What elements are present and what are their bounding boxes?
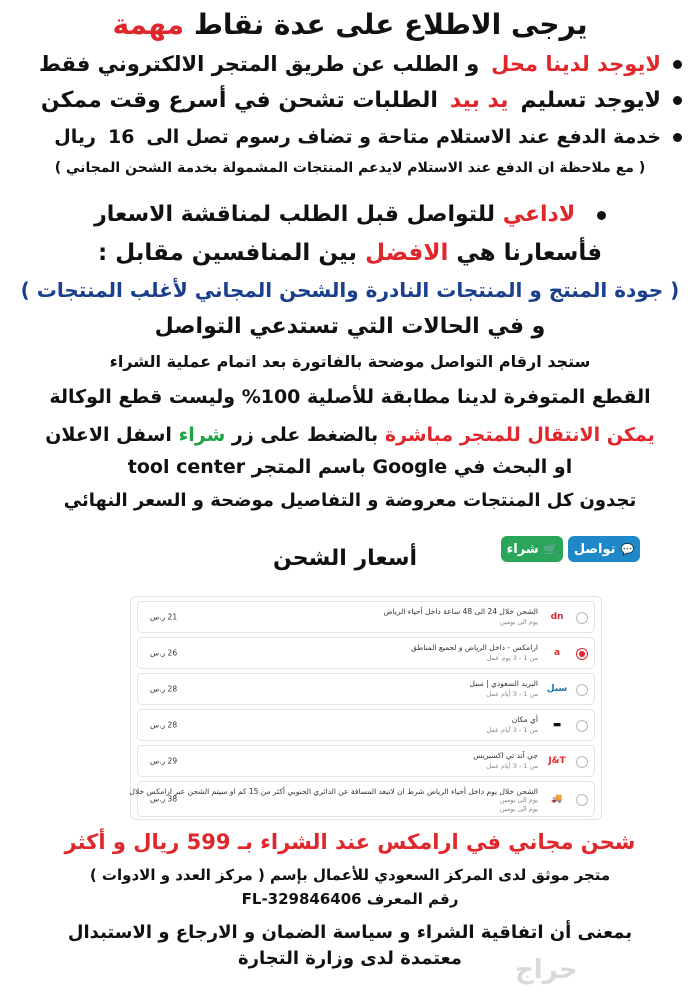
shipping-name: جي آند تي اكسبريس [473, 751, 538, 760]
carrier-logo-icon: ▬ [552, 720, 562, 730]
id-line [10, 890, 690, 908]
carrier-logo-icon: J&T [548, 756, 566, 766]
shipping-option[interactable] [137, 745, 595, 777]
cod-fee: 16 [107, 126, 135, 148]
bullet-cod [10, 126, 682, 148]
cart-icon: 🛒 [543, 542, 558, 556]
trust-line: متجر موثق لدى المركز السعودي للأعمال بإسم ( مركز العدد و الادوات ) [89, 866, 611, 884]
shipping-duration: من 1 - 3 أيام عمل [486, 762, 538, 770]
shipping-price: 26 ر.س [150, 648, 178, 658]
chat-icon: 💬 [620, 542, 635, 556]
contact-cases-line: و في الحالات التي تستدعي التواصل [154, 314, 546, 339]
free-pre: شحن مجاني في ارامكس عند الشراء بـ [237, 830, 636, 854]
negotiation-line [10, 202, 690, 228]
intro-text: يرجى الاطلاع على عدة نقاط [193, 8, 588, 41]
shipping-options-list [130, 596, 602, 820]
bullet-dot [673, 96, 682, 105]
buy-label: شراء [506, 541, 539, 557]
parts-pre: القطع المتوفرة لدينا مطابقة للأصلية [307, 386, 651, 408]
policy-line-2: معتمدة لدى وزارة التجارة [238, 948, 462, 969]
shipping-price: 28 ر.س [150, 684, 178, 694]
shipping-name: البريد السعودي | سبل [469, 679, 538, 688]
contact-label: تواصل [573, 541, 616, 557]
shipping-name: ارامكس - داخل الرياض و لجميع المناطق [410, 643, 538, 652]
shipping-price: 21 ر.س [150, 612, 178, 622]
direct-mid: بالضغط على زر [231, 424, 379, 446]
shipping-name-cont: يوم الى يومين [499, 796, 538, 804]
free-shipping-line [10, 830, 690, 855]
free-post: ريال و أكثر [64, 830, 180, 854]
bullet-text: الطلبات تشحن في أسرع وقت ممكن [40, 88, 438, 113]
free-threshold: 599 [186, 830, 231, 854]
best-price-red: الافضل [365, 240, 449, 266]
bullet-dot [597, 211, 606, 220]
bullet-no-store [10, 52, 682, 76]
best-price-line [10, 240, 690, 268]
invoice-line: ستجد ارقام التواصل موضحة بالفاتورة بعد اتمام عملية الشراء [109, 352, 591, 371]
shipping-option[interactable] [137, 637, 595, 669]
store-name: tool center [127, 456, 246, 478]
bullet-text: و الطلب عن طريق المتجر الالكتروني فقط [38, 52, 480, 76]
negotiation-text: للتواصل قبل الطلب لمناقشة الاسعار [94, 202, 496, 227]
negotiation-red: لاداعي [502, 202, 576, 227]
policy-line-1: بمعنى أن اتفاقية الشراء و سياسة الضمان و الارجاع و الاستبدال [67, 922, 633, 943]
id-value: FL-329846406 [241, 890, 362, 908]
shipping-radio[interactable] [576, 612, 588, 624]
shipping-option[interactable] [129, 781, 595, 817]
carrier-logo-icon: dn [550, 612, 564, 622]
parts-percent: 100% [241, 386, 301, 408]
shipping-name: الشحن خلال 24 الى 48 ساعة داخل أحياء الرياض [383, 607, 538, 616]
id-label: رقم المعرف [366, 890, 459, 908]
shipping-radio[interactable] [576, 720, 588, 732]
contact-button[interactable] [568, 536, 640, 562]
google-word: Google [372, 456, 448, 478]
direct-post: اسفل الاعلان [45, 424, 172, 446]
direct-red: يمكن الانتقال للمتجر مباشرة [384, 424, 655, 446]
bullet-dot [673, 60, 682, 69]
best-price-pre: فأسعارنا هي [456, 240, 603, 266]
bullet-text: خدمة الدفع عند الاستلام متاحة و تضاف رسوم تصل الى [146, 126, 661, 148]
shipping-name: أي مكان [511, 715, 538, 724]
carrier-logo-icon: 🚚 [551, 794, 563, 804]
shipping-radio[interactable] [576, 756, 588, 768]
bullet-text: لايوجد تسليم [520, 88, 661, 113]
shipping-duration: من 1 - 3 أيام عمل [486, 726, 538, 734]
best-price-post: بين المنافسين مقابل : [97, 240, 358, 266]
haraj-watermark: حراج [515, 955, 578, 985]
direct-store-line [10, 424, 690, 447]
shipping-duration: من 1 - 3 أيام عمل [486, 690, 538, 698]
shipping-price: 29 ر.س [150, 756, 178, 766]
shipping-radio[interactable] [576, 794, 588, 806]
cod-note: ( مع ملاحظة ان الدفع عند الاستلام لايدعم المنتجات المشمولة بخدمة الشحن المجاني ) [54, 160, 646, 176]
google-pre: او البحث في [453, 456, 573, 478]
shipping-option[interactable] [137, 601, 595, 633]
shipping-duration: من 1 - 3 يوم عمل [486, 654, 538, 662]
carrier-logo-icon: سبل [546, 684, 568, 694]
google-line [10, 456, 690, 479]
carrier-logo-icon: a [553, 648, 561, 658]
shipping-duration: يوم الى يومين [499, 618, 538, 626]
bullet-text: ريال [54, 126, 96, 148]
shipping-duration: يوم الى يومين [499, 805, 538, 813]
direct-green: شراء [178, 424, 226, 446]
bullet-dot [673, 133, 682, 142]
parts-line [10, 386, 690, 409]
buy-button[interactable] [501, 536, 563, 562]
bullet-red: لايوجد لدينا محل [491, 52, 661, 76]
shipping-radio[interactable] [576, 684, 588, 696]
parts-post: وليست قطع الوكالة [49, 386, 236, 408]
google-mid: باسم المتجر [251, 456, 366, 478]
bullet-no-handover [10, 88, 682, 113]
shipping-option[interactable] [137, 673, 595, 705]
intro-heading [10, 8, 690, 42]
shipping-price: 38 ر.س [150, 794, 178, 804]
shipping-radio[interactable] [576, 648, 588, 660]
shipping-name: الشحن خلال يوم داخل أحياء الرياض شرط ان لاتبعد المسافة عن الدائري الجنوبي أكثر من 15 كم او سيتم الشحن عبر ارامكس خلال [129, 787, 538, 796]
shipping-option[interactable] [137, 709, 595, 741]
shipping-price: 28 ر.س [150, 720, 178, 730]
intro-highlight: مهمة [112, 8, 185, 41]
bullet-red: يد بيد [449, 88, 509, 113]
shipping-title: أسعار الشحن [272, 546, 418, 571]
quality-line: ( جودة المنتج و المنتجات النادرة والشحن المجاني لأغلب المنتجات ) [20, 278, 680, 302]
products-line: تجدون كل المنتجات معروضة و التفاصيل موضحة و السعر النهائي [63, 490, 637, 511]
